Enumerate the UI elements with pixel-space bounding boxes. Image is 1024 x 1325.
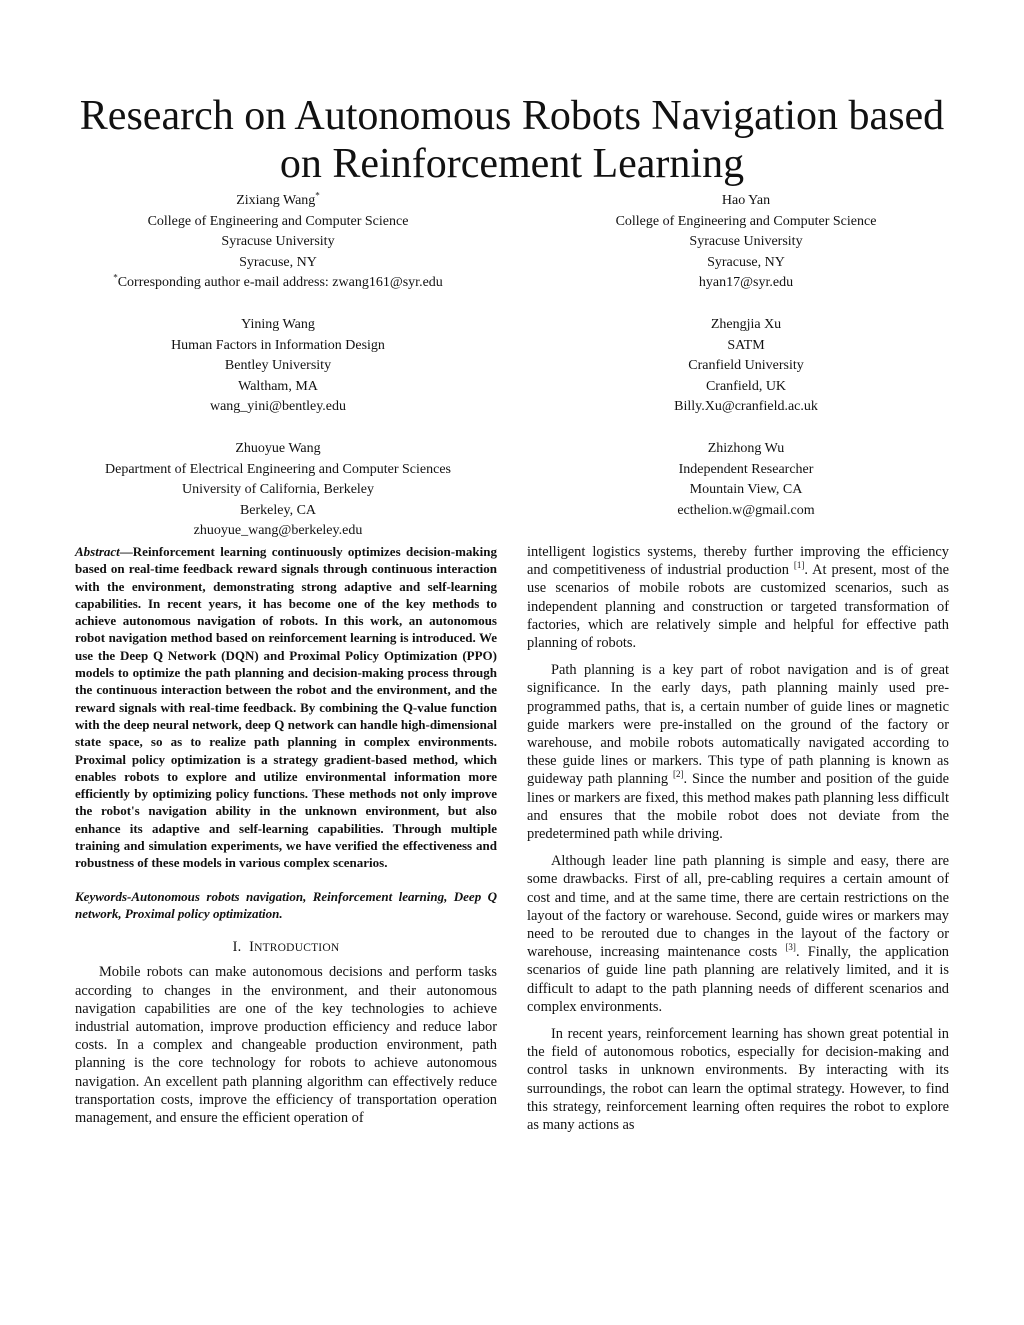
author-org: Bentley University bbox=[224, 358, 332, 374]
left-column bbox=[75, 543, 497, 1136]
paragraph-text: . At present, most of the use scenarios of mobile robots are customized scenarios, such as independent planning and construction or targeted transformation of factories, which are relatively simple and helpful for effective path planning of robots. bbox=[527, 562, 949, 652]
email-mark: * bbox=[113, 272, 118, 283]
section-heading-introduction bbox=[75, 938, 497, 957]
section-initial: I bbox=[249, 939, 255, 956]
keywords: Keywords-Autonomous robots navigation, Reinforcement learning, Deep Q network, Proximal policy optimization. bbox=[75, 888, 497, 921]
citation-2: [2] bbox=[672, 769, 684, 780]
author-block-2 bbox=[558, 191, 934, 294]
author-dept: SATM bbox=[727, 337, 765, 353]
abstract bbox=[75, 543, 497, 872]
paragraph-text: . Finally, the application scenarios of guide line path planning are relatively limited, and it is difficult to adapt to the path planning needs of different scenarios and complex environments. bbox=[527, 944, 949, 1015]
section-title-rest: NTRODUCTION bbox=[254, 942, 340, 955]
paragraph-text: Although leader line path planning is simple and easy, there are some drawbacks. First of all, pre-cabling requires a certain amount of cost and time, and at the same time, there are certain restrictions on the layout of the factory or warehouse. Second, guide wires or markers may need to be rerouted due to changes in the layout of the factory or warehouse, increasing maintenance costs bbox=[527, 853, 949, 961]
author-org: University of California, Berkeley bbox=[181, 482, 375, 498]
author-org: Syracuse University bbox=[689, 234, 803, 250]
author-name: Zixiang Wang bbox=[236, 193, 316, 208]
author-name: Hao Yan bbox=[721, 193, 771, 208]
section-number: I. bbox=[232, 939, 242, 956]
citation-3: [3] bbox=[785, 942, 796, 953]
author-mark: * bbox=[315, 190, 320, 201]
title-line-1: Research on Autonomous Robots Navigation based bbox=[79, 93, 945, 139]
author-dept: Independent Researcher bbox=[678, 461, 814, 477]
author-block-1 bbox=[90, 191, 466, 294]
author-dept: College of Engineering and Computer Science bbox=[615, 213, 877, 229]
title-line-2: on Reinforcement Learning bbox=[279, 141, 745, 187]
author-name: Yining Wang bbox=[241, 317, 315, 332]
author-block-5 bbox=[60, 439, 496, 542]
paragraph-2 bbox=[527, 661, 949, 843]
author-location: Berkeley, CA bbox=[239, 502, 317, 518]
author-dept: Human Factors in Information Design bbox=[171, 337, 385, 353]
paragraph-text: . Since the number and position of the guide lines or markers are fixed, this method makes path planning less difficult and ensures that the mobile robot does not deviate from the predetermined path while driving. bbox=[527, 771, 949, 843]
paragraph-text: intelligent logistics systems, thereby further improving the efficiency and competitiveness of industrial production bbox=[527, 544, 949, 579]
author-org: Cranfield University bbox=[688, 358, 804, 374]
paragraph-1: Mobile robots can make autonomous decisions and perform tasks according to changes in the environment, and their autonomous navigation capabilities are one of the key technologies to achieve industrial automation, improve production efficiency and reduce labor costs. In a complex and changeable production environment, path planning is the core technology for robots to achieve autonomous navigation. An excellent path planning algorithm can effectively reduce transportation costs, improve the efficiency of transportation operation management, and ensure the efficient operation of bbox=[75, 964, 497, 1127]
author-org: Mountain View, CA bbox=[689, 482, 803, 498]
author-name: Zhengjia Xu bbox=[710, 317, 782, 332]
paragraph-4: In recent years, reinforcement learning has shown great potential in the field of autonomous robotics, especially for decision-making and control tasks in unknown environments. By interacting with its surroundings, the robot can learn the optimal strategy. However, to find this strategy, reinforcement learning often requires the robot to explore as many actions as bbox=[527, 1026, 949, 1134]
author-name: Zhizhong Wu bbox=[707, 441, 785, 456]
abstract-label: Abstract bbox=[75, 544, 120, 559]
author-location: Waltham, MA bbox=[238, 378, 318, 394]
abstract-dash: — bbox=[119, 544, 133, 559]
abstract-text: Reinforcement learning continuously optimizes decision-making based on real-time feedback reward signals through continuous interaction with the environment, demonstrating strong adaptive and self-learning capabilities. In recent years, it has become one of the key methods to achieve autonomous navigation of robots. In this work, an autonomous robot navigation method based on reinforcement learning is introduced. We use the Deep Q Network (DQN) and Proximal Policy Optimization (PPO) models to optimize the path planning and decision-making process through the continuous interaction between the robot and the environment, and the reward signals with real-time feedback. By combining the Q-value function with the deep neural network, deep Q network can handle high-dimensional state space, so as to realize path planning in complex environments. Proximal policy optimization is a strategy gradient-based method, which enables robots to explore and utilize environmental information more efficiently by optimizing policy functions. These methods not only improve the robot's navigation ability in the unknown environment, but also enhance its adaptive and self-learning capabilities. Through multiple training and simulation experiments, we have verified the effectiveness and robustness of these models in various complex scenarios. bbox=[75, 544, 497, 871]
author-email: wang_yini@bentley.edu bbox=[209, 399, 346, 415]
author-block-3 bbox=[90, 315, 466, 418]
author-block-4 bbox=[558, 315, 934, 418]
author-email: hyan17@syr.edu bbox=[698, 275, 794, 291]
author-location: Cranfield, UK bbox=[705, 378, 787, 394]
paragraph-3 bbox=[527, 852, 949, 1016]
author-name: Zhuoyue Wang bbox=[235, 441, 321, 456]
author-block-6 bbox=[558, 439, 934, 521]
author-dept: Department of Electrical Engineering and Computer Sciences bbox=[105, 461, 451, 477]
author-location: Syracuse, NY bbox=[707, 254, 785, 270]
author-location: ecthelion.w@gmail.com bbox=[677, 502, 815, 518]
author-email: Billy.Xu@cranfield.ac.uk bbox=[674, 399, 818, 415]
right-column bbox=[527, 543, 949, 1143]
paper-title bbox=[40, 92, 984, 188]
author-location: Syracuse, NY bbox=[239, 254, 317, 270]
author-dept: College of Engineering and Computer Science bbox=[147, 213, 409, 229]
author-email: zhuoyue_wang@berkeley.edu bbox=[193, 523, 363, 539]
author-email: Corresponding author e-mail address: zwang161@syr.edu bbox=[117, 275, 443, 291]
citation-1: [1] bbox=[793, 560, 805, 571]
paragraph-1-continued bbox=[527, 543, 949, 652]
paragraph-text: Path planning is a key part of robot navigation and is of great significance. In the early days, path planning mainly used pre-programmed paths, that is, a certain number of guide lines or magnetic guide markers were pre-installed on the ground of the factory or warehouse, and mobile robots automatically navigated according to these guide lines or markers. This type of path planning is known as guideway path planning bbox=[527, 662, 949, 788]
author-org: Syracuse University bbox=[221, 234, 335, 250]
